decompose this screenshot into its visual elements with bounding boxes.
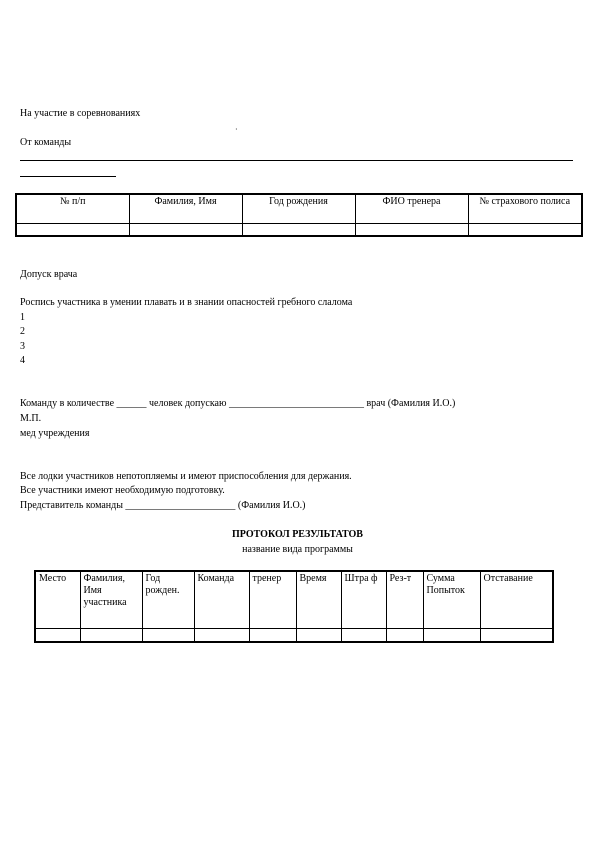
number-1: 1 <box>20 312 25 323</box>
col-header-insurance: № страхового полиса <box>468 194 582 224</box>
col-header-attempts-sum: Сумма Попыток <box>423 571 480 629</box>
representative-line: Представитель команды ______________________ (Фамилия И.О.) <box>20 500 306 511</box>
stray-dot: · <box>235 125 238 134</box>
col-header-birth-year: Год рождения <box>242 194 355 224</box>
mp-label: М.П. <box>20 413 42 424</box>
participants-table <box>15 193 583 237</box>
col-header-gap: Отставание <box>480 571 553 629</box>
table-row <box>35 629 553 643</box>
table-cell <box>480 629 553 643</box>
col-header-team: Команда <box>194 571 249 629</box>
signature-line: Роспись участника в умении плавать и в знании опасностей гребного слалома <box>20 297 353 308</box>
number-3: 3 <box>20 341 25 352</box>
table-cell <box>242 224 355 237</box>
table-cell <box>355 224 468 237</box>
team-count-line: Команду в количестве ______ человек допускаю ___________________________ врач (Фамилия И.О.) <box>20 398 456 409</box>
col-header-coach: ФИО тренера <box>355 194 468 224</box>
participation-line: На участие в соревнованиях <box>20 108 141 119</box>
from-team-label: От команды <box>20 137 72 148</box>
table-cell <box>249 629 296 643</box>
table-cell <box>194 629 249 643</box>
protocol-subtitle: название вида программы <box>242 544 353 555</box>
col-header-place: Место <box>35 571 80 629</box>
training-statement: Все участники имеют необходимую подготовку. <box>20 485 225 496</box>
number-4: 4 <box>20 355 25 366</box>
table-cell <box>296 629 341 643</box>
number-2: 2 <box>20 326 25 337</box>
table-cell <box>468 224 582 237</box>
col-header-number: № п/п <box>16 194 129 224</box>
table-cell <box>341 629 386 643</box>
table-row <box>16 224 582 237</box>
protocol-title: ПРОТОКОЛ РЕЗУЛЬТАТОВ <box>232 529 363 540</box>
col-header-penalty: Штра ф <box>341 571 386 629</box>
results-table-header <box>35 571 553 629</box>
table-cell <box>129 224 242 237</box>
team-name-underline <box>20 160 573 161</box>
participants-table-header <box>16 194 582 224</box>
col-header-trainer: тренер <box>249 571 296 629</box>
col-header-result: Рез-т <box>386 571 423 629</box>
col-header-time: Время <box>296 571 341 629</box>
table-cell <box>423 629 480 643</box>
results-table <box>34 570 554 643</box>
institution-label: мед учреждения <box>20 428 90 439</box>
team-name-underline-short <box>20 176 116 177</box>
table-cell <box>142 629 194 643</box>
table-cell <box>16 224 129 237</box>
boats-statement: Все лодки участников непотопляемы и имеют приспособления для держания. <box>20 471 352 482</box>
col-header-year: Год рожден. <box>142 571 194 629</box>
col-header-name: Фамилия, Имя <box>129 194 242 224</box>
col-header-participant: Фамилия, Имя участника <box>80 571 142 629</box>
table-cell <box>80 629 142 643</box>
table-cell <box>35 629 80 643</box>
doctor-admission-label: Допуск врача <box>20 269 78 280</box>
table-cell <box>386 629 423 643</box>
